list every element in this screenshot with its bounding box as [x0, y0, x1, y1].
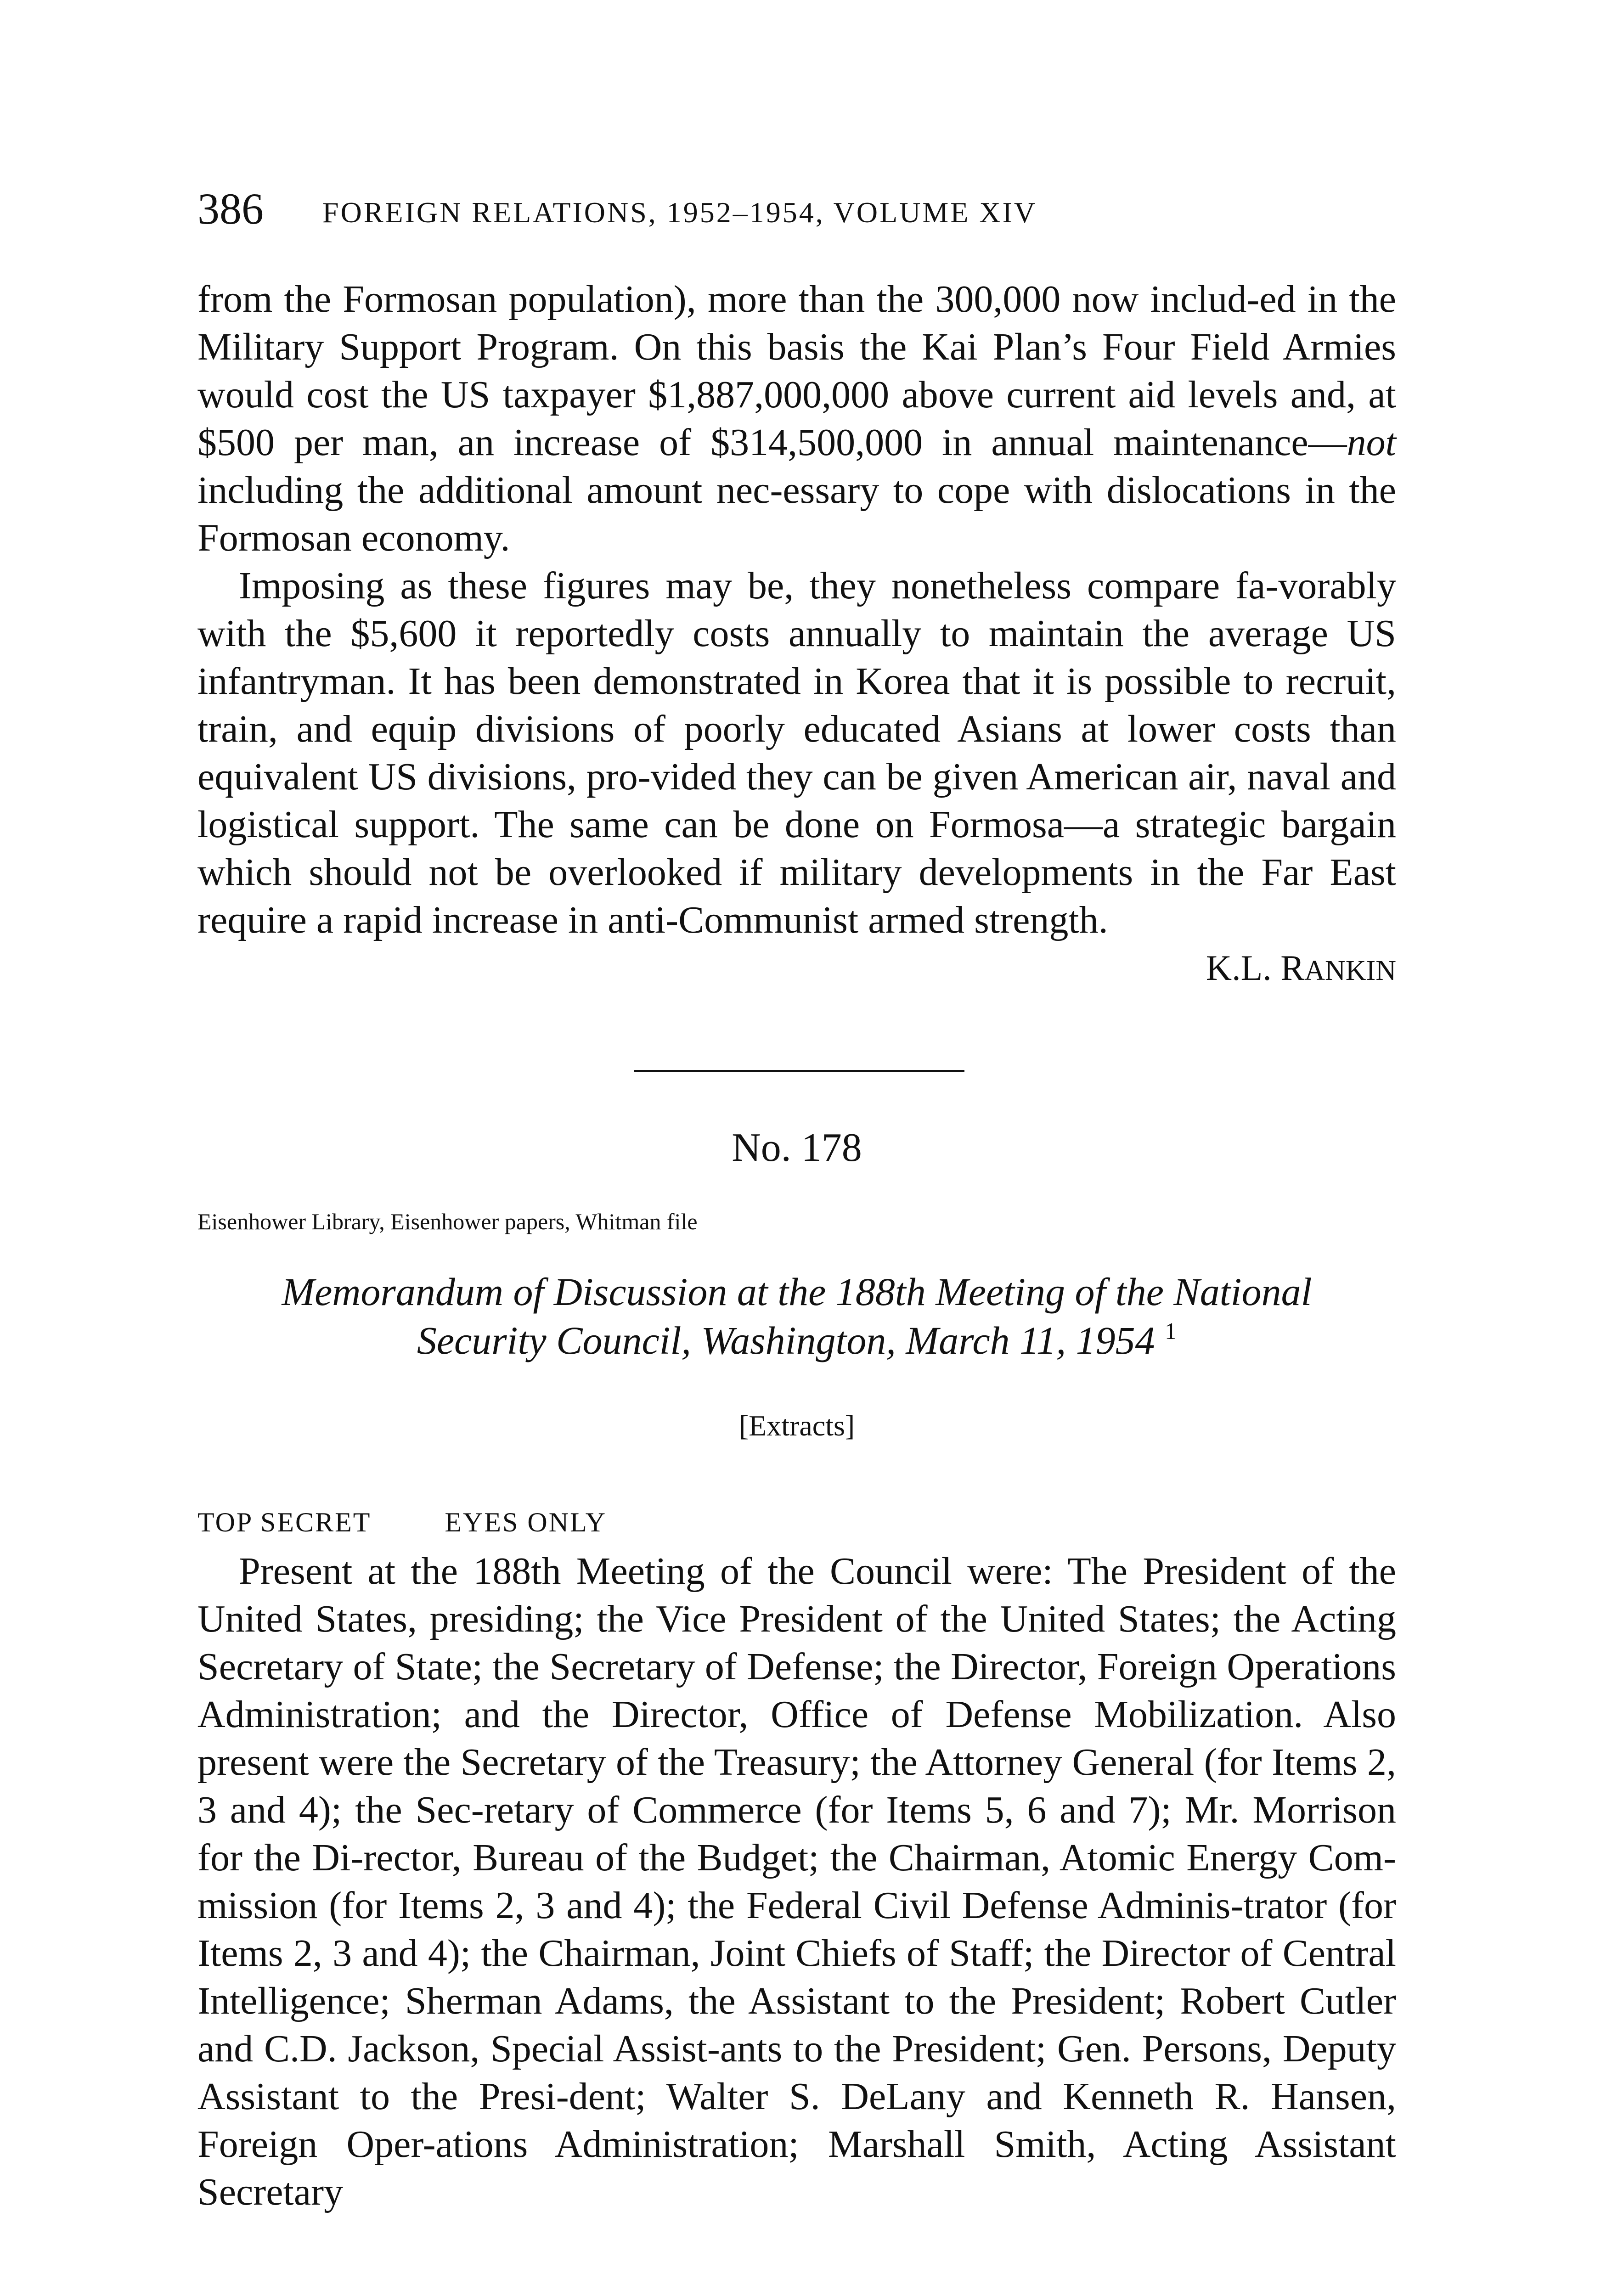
classification-eyes-only: EYES ONLY [445, 1507, 607, 1537]
continued-paragraph-text-b: including the additional amount nec-essary to cope with dislocations in the Formosan economy. [197, 469, 1396, 559]
document-title-line-2-text: Security Council, Washington, March 11, 1954 [417, 1318, 1155, 1362]
document-title-line-1: Memorandum of Discussion at the 188th Meeting of the National [282, 1270, 1312, 1314]
paragraph-imposing: Imposing as these figures may be, they nonetheless compare fa-vorably with the $5,600 it reportedly costs annually to maintain the average US infantryman. It has been demonstrated in Korea that it is possible to recruit, train, and equip divisions of poorly educated Asians at lower costs than equivalent US divisions, pro-vided they can be given American air, naval and logistical support. The same can be done on Formosa—a strategic bargain which should not be overlooked if military developments in the Far East require a rapid increase in anti-Communist armed strength. [197, 564, 1396, 941]
emphasis-not: not [1347, 421, 1396, 464]
signature [197, 944, 1396, 995]
running-header [197, 181, 1396, 246]
continued-paragraph-text-a: from the Formosan population), more than the 300,000 now includ-ed in the Military Support Program. On this basis the Kai Plan’s Four Field Armies would cost the US taxpayer $1,887,000,000 above current aid levels and, at $500 per man, an increase of $314,500,000 in annual maintenance— [197, 278, 1396, 464]
continued-paragraph [197, 276, 1396, 562]
source-note: Eisenhower Library, Eisenhower papers, Whitman file [197, 1209, 698, 1234]
classification-line [197, 1502, 607, 1543]
running-title: FOREIGN RELATIONS, 1952–1954, VOLUME XIV [322, 196, 1037, 229]
page-number: 386 [197, 184, 264, 233]
document-title-line-2 [197, 1316, 1396, 1365]
footnote-reference: 1 [1165, 1318, 1177, 1345]
section-divider [634, 1070, 964, 1072]
signature-surname-rest: ANKIN [1304, 955, 1396, 986]
document-number: No. 178 [732, 1125, 862, 1170]
memorandum-body [197, 1548, 1396, 2216]
paragraph-present: Present at the 188th Meeting of the Council were: The President of the United States, presiding; the Vice President of the United States; the Acting Secretary of State; the Secretary of Defense; the Director, Foreign Operations Administration; and the Director, Office of Defense Mobilization. Also present were the Secretary of the Treasury; the Attorney General (for Items 2, 3 and 4); the Sec-retary of Commerce (for Items 5, 6 and 7); Mr. Morrison for the Di-rector, Bureau of the Budget; the Chairman, Atomic Energy Com-mission (for Items 2, 3 and 4); the Federal Civil Defense Adminis-trator (for Items 2, 3 and 4); the Chairman, Joint Chiefs of Staff; the Director of Central Intelligence; Sherman Adams, the Assistant to the President; Robert Cutler and C.D. Jackson, Special Assist-ants to the President; Gen. Persons, Deputy Assistant to the Presi-dent; Walter S. DeLany and Kenneth R. Hansen, Foreign Oper-ations Administration; Marshall Smith, Acting Assistant Secretary [197, 1550, 1396, 2213]
continuation-text [197, 276, 1396, 995]
document-title [197, 1267, 1396, 1365]
signature-initials: K.L. R [1206, 948, 1305, 988]
classification-top-secret: TOP SECRET [197, 1507, 372, 1537]
extracts-label: [Extracts] [738, 1409, 855, 1442]
